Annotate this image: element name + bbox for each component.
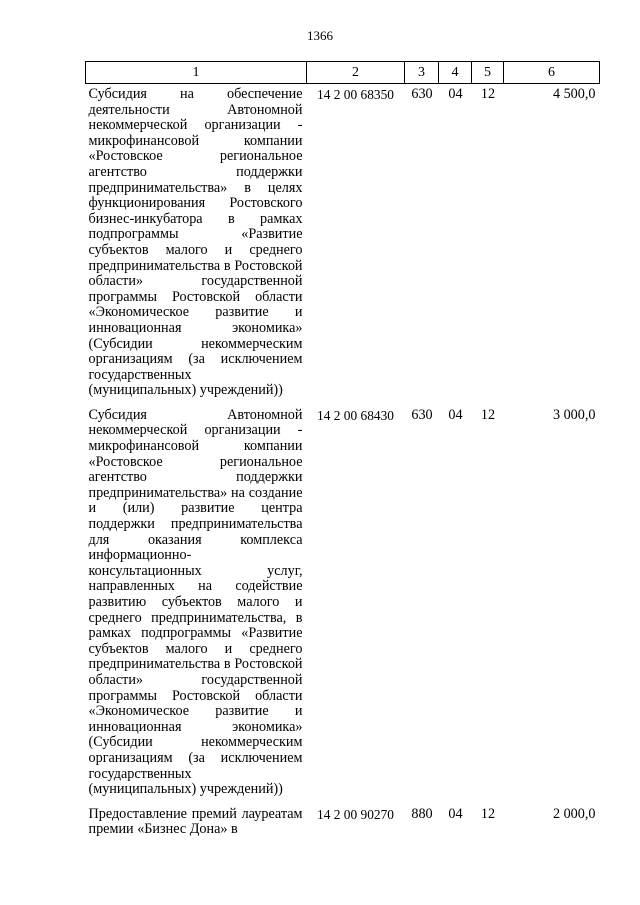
header-row: [86, 62, 600, 84]
column-header-2: 2: [307, 62, 405, 84]
row-section: 04: [448, 86, 463, 102]
row-expense-type: 630: [411, 86, 433, 102]
row-section: 04: [448, 406, 463, 423]
row-amount: 3 000,0: [552, 406, 596, 423]
row-expense-type: 630: [411, 406, 433, 423]
row-description: Предоставление премий лауреатам премии «Бизнес Дона» в: [88, 805, 303, 838]
row-amount: 2 000,0: [552, 805, 596, 822]
row-description: Субсидия на обеспечение деятельности Автономной некоммерческой организации - микрофинансовой компании «Ростовское региональное агентство поддержки предпринимательства» в целях функционирования Ростовского бизнес-инкубатора в рамках подпрограммы «Развитие субъектов малого и среднего предпринимательства в Ростовской области» государственной программы Ростовской области «Экономическое развитие и инновационная экономика» (Субсидии некоммерческим организациям (за исключением государственных (муниципальных) учреждений)): [88, 86, 303, 399]
row-subsection: 12: [480, 805, 496, 822]
column-header-4: 4: [439, 62, 472, 84]
row-target-code: 14 2 00 90270: [317, 806, 394, 822]
row-target-code: 14 2 00 68430: [317, 407, 394, 423]
row-description: Субсидия Автономной некоммерческой организации - микрофинансовой компании «Ростовское региональное агентство поддержки предпринимательства» на создание и (или) развитие центра поддержки предпринимательства для оказания комплекса информационно-консультационных услуг, направленных на содействие развитию субъектов малого и среднего предпринимательства, в рамках подпрограммы «Развитие субъектов малого и среднего предпринимательства в Ростовской области» государственной программы Ростовской области «Экономическое развитие и инновационная экономика» (Субсидии некоммерческим организациям (за исключением государственных (муниципальных) учреждений)): [88, 406, 303, 798]
row-amount: 4 500,0: [552, 86, 596, 102]
budget-table: [85, 61, 600, 844]
table-row: [86, 405, 600, 804]
column-header-5: 5: [472, 62, 504, 84]
row-subsection: 12: [480, 86, 496, 102]
page-number: 1366: [307, 28, 333, 43]
column-header-1: 1: [86, 62, 307, 84]
row-section: 04: [448, 805, 463, 822]
row-expense-type: 880: [411, 805, 433, 822]
column-header-6: 6: [504, 62, 600, 84]
table-row: [86, 84, 600, 405]
column-header-3: 3: [405, 62, 439, 84]
table-row: [86, 804, 600, 844]
row-subsection: 12: [480, 406, 496, 423]
row-target-code: 14 2 00 68350: [317, 87, 394, 102]
